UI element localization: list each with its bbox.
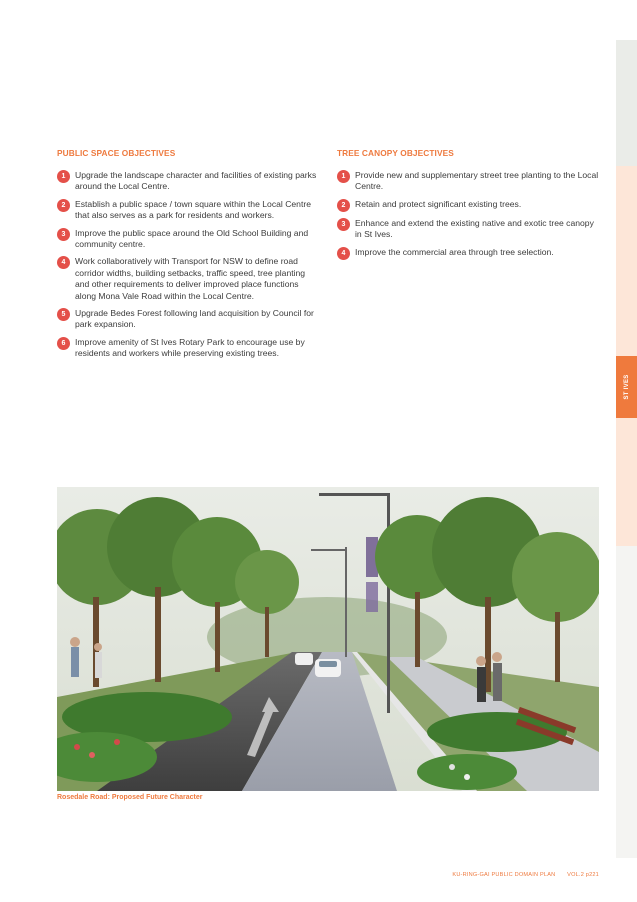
objective-text: Upgrade the landscape character and facilities of existing parks around the Local Centre. xyxy=(75,170,317,192)
objective-text: Retain and protect significant existing trees. xyxy=(355,198,522,209)
objective-item xyxy=(57,170,319,193)
objective-text: Improve the commercial area through tree selection. xyxy=(355,246,554,257)
objective-text: Work collaboratively with Transport for NSW to define road corridor widths, building setbacks, traffic speed, tree planting and other requirements to deliver improved place functions along Mona Vale Road within the Local Centre. xyxy=(75,256,306,301)
tree-canopy-heading: TREE CANOPY OBJECTIVES xyxy=(337,148,454,158)
objective-number-badge: 1 xyxy=(337,170,350,183)
objective-number-badge: 5 xyxy=(57,308,70,321)
objective-text: Provide new and supplementary street tree planting to the Local Centre. xyxy=(355,170,599,192)
objective-number-badge: 2 xyxy=(337,199,350,212)
objective-item xyxy=(57,228,319,251)
objective-number-badge: 4 xyxy=(337,247,350,260)
tree-canopy-objectives xyxy=(337,148,599,266)
objective-item xyxy=(337,218,599,241)
objective-text: Establish a public space / town square within the Local Centre that also serves as a park for residents and workers. xyxy=(75,198,311,221)
objective-item xyxy=(57,199,319,222)
objective-item xyxy=(57,337,319,360)
figure-caption: Rosedale Road: Proposed Future Character xyxy=(57,794,203,801)
objective-item xyxy=(337,247,599,260)
page-footer xyxy=(442,872,599,878)
side-tab-section-4[interactable] xyxy=(616,418,637,546)
objective-number-badge: 3 xyxy=(337,218,350,231)
footer-document-title: KU-RING-GAI PUBLIC DOMAIN PLAN xyxy=(452,872,556,878)
streetscape-illustration xyxy=(57,487,599,791)
objective-number-badge: 2 xyxy=(57,199,70,212)
objective-item xyxy=(57,308,319,331)
objective-number-badge: 1 xyxy=(57,170,70,183)
objective-text: Improve the public space around the Old School Building and community centre. xyxy=(75,227,309,250)
side-tab-section-5[interactable] xyxy=(616,546,637,858)
public-space-heading: PUBLIC SPACE OBJECTIVES xyxy=(57,148,176,158)
side-tab-label: ST IVES xyxy=(623,374,630,400)
side-tab-st-ives[interactable] xyxy=(616,356,637,418)
objective-text: Upgrade Bedes Forest following land acquisition by Council for park expansion. xyxy=(75,308,314,330)
objective-text: Enhance and extend the existing native and exotic tree canopy in St Ives. xyxy=(355,217,594,240)
objective-item xyxy=(57,256,319,302)
objective-item xyxy=(337,170,599,193)
objective-number-badge: 3 xyxy=(57,228,70,241)
public-space-objectives xyxy=(57,148,319,366)
side-tab-section-1[interactable] xyxy=(616,40,637,166)
objective-text: Improve amenity of St Ives Rotary Park to encourage use by residents and workers while preserving existing trees. xyxy=(75,336,305,359)
objective-number-badge: 6 xyxy=(57,337,70,350)
side-tab-section-2[interactable] xyxy=(616,166,637,356)
footer-page-number: VOL.2 p221 xyxy=(567,872,599,878)
objective-item xyxy=(337,199,599,212)
objective-number-badge: 4 xyxy=(57,256,70,269)
